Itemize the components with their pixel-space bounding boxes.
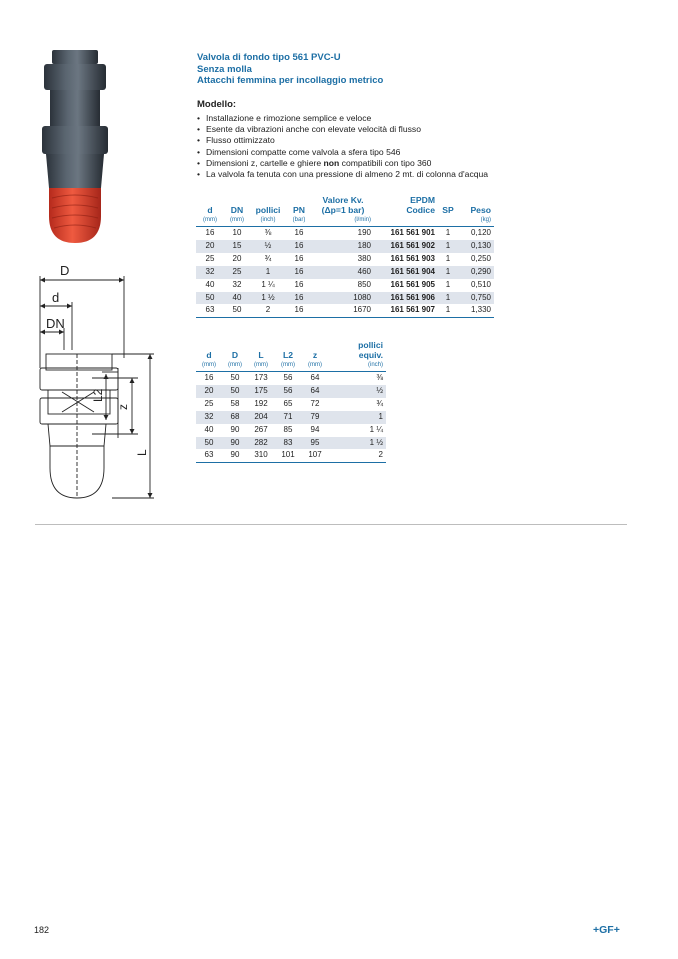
feature-item: • Flusso ottimizzato bbox=[197, 135, 488, 146]
code-table-body bbox=[196, 227, 494, 318]
table-cell: 20 bbox=[196, 385, 222, 398]
col-codice: EPDM Codice bbox=[406, 195, 435, 215]
table-cell: 380 bbox=[357, 253, 371, 263]
table-cell: ¾ bbox=[376, 398, 383, 408]
table-cell: 63 bbox=[205, 305, 215, 315]
table-cell: 63 bbox=[204, 450, 214, 460]
table-cell: ⅜ bbox=[264, 228, 272, 237]
table-cell: 71 bbox=[274, 411, 302, 424]
valve-dimension-drawing bbox=[32, 258, 158, 504]
table-row bbox=[196, 411, 386, 424]
feature-item: • Esente da vibrazioni anche con elevate velocità di flusso bbox=[197, 124, 488, 135]
table-row bbox=[196, 449, 386, 462]
table-cell: 16 bbox=[286, 266, 312, 279]
table-cell: 2 bbox=[378, 450, 383, 460]
product-title-block bbox=[197, 52, 383, 87]
section-divider bbox=[35, 524, 627, 525]
table-cell: 25 bbox=[205, 253, 215, 263]
table-cell: 282 bbox=[248, 437, 274, 450]
table-cell: 40 bbox=[205, 279, 215, 289]
feature-item: • Dimensioni compatte come valvola a sfera tipo 546 bbox=[197, 147, 488, 158]
label-d: d bbox=[52, 290, 60, 305]
feature-item: • Installazione e rimozione semplice e veloce bbox=[197, 113, 488, 124]
table-cell: 50 bbox=[196, 437, 222, 450]
col-pollici: pollici bbox=[255, 205, 281, 215]
table-cell: 85 bbox=[283, 424, 293, 434]
table-row bbox=[196, 398, 386, 411]
table-cell: 95 bbox=[302, 437, 328, 450]
table-row bbox=[196, 227, 494, 240]
table-cell: 32 bbox=[232, 279, 242, 289]
table-cell: 1 bbox=[250, 266, 286, 279]
table-cell: 1 bbox=[445, 305, 451, 315]
valve-product-photo bbox=[30, 46, 130, 246]
table-cell: 25 bbox=[224, 266, 250, 279]
table-cell: 50 bbox=[232, 305, 242, 315]
table-cell: 83 bbox=[274, 437, 302, 450]
table-cell: 161 561 904 bbox=[374, 266, 438, 279]
table-cell: 1 bbox=[438, 266, 458, 279]
table-cell: 15 bbox=[224, 240, 250, 253]
table-cell: 0,130 bbox=[458, 240, 494, 253]
model-heading: Modello: bbox=[197, 99, 237, 110]
dimension-table-body bbox=[196, 372, 386, 463]
table-cell: 32 bbox=[196, 266, 224, 279]
table-cell: 16 bbox=[294, 279, 304, 289]
label-L2: L2 bbox=[91, 388, 105, 402]
col-d: d bbox=[206, 350, 212, 360]
table-cell: 1 bbox=[445, 279, 451, 289]
table-row bbox=[196, 385, 386, 398]
table-cell: ¾ bbox=[264, 253, 272, 263]
feature-item: • Dimensioni z, cartelle e ghiere non compatibili con tipo 360 bbox=[197, 158, 488, 169]
table-cell: 1 ¼ bbox=[261, 279, 275, 289]
table-cell: 20 bbox=[196, 240, 224, 253]
table-cell: 64 bbox=[302, 385, 328, 398]
dimension-table: d D L L2 z pollici equiv. (mm) (mm) (mm) (mm) (mm) (inch) 16 50 173 56 64 ⅜ 20 50 175 56 64 ½ 25 58 192 65 72 ¾ 32 68 204 71 79 1 40 90 267 85 94 1 ¼ 50 90 282 83 95 1 ½ 63 90 310 101 107 2 bbox=[196, 340, 386, 463]
table-cell: 65 bbox=[283, 398, 293, 408]
table-cell: 56 bbox=[283, 373, 293, 382]
table-cell: 173 bbox=[254, 373, 268, 382]
col-L: L bbox=[258, 350, 264, 360]
table-cell: 16 bbox=[205, 228, 215, 237]
table-cell: ½ bbox=[328, 385, 386, 398]
table-cell: 0,290 bbox=[458, 266, 494, 279]
table-cell: 161 561 901 bbox=[390, 228, 435, 237]
table-cell: 1 ¼ bbox=[369, 424, 383, 434]
table-cell: 90 bbox=[230, 424, 240, 434]
table-cell: 58 bbox=[230, 398, 240, 408]
table-cell: 90 bbox=[222, 437, 248, 450]
table-cell: 190 bbox=[357, 228, 371, 237]
product-title: Valvola di fondo tipo 561 PVC-U bbox=[197, 52, 341, 63]
table-cell: 16 bbox=[294, 253, 304, 263]
product-subtitle: Senza molla bbox=[197, 63, 252, 75]
table-cell: 192 bbox=[254, 398, 268, 408]
table-cell: 161 561 903 bbox=[390, 253, 435, 263]
table-cell: 16 bbox=[286, 240, 312, 253]
table-cell: 64 bbox=[310, 373, 320, 382]
label-DN: DN bbox=[46, 316, 65, 331]
table-row bbox=[196, 292, 494, 305]
page-number: 182 bbox=[34, 925, 50, 935]
table-cell: 1,330 bbox=[470, 305, 491, 315]
table-cell: 2 bbox=[265, 305, 271, 315]
table-cell: 10 bbox=[232, 228, 242, 237]
table-cell: 20 bbox=[232, 253, 242, 263]
table-cell: 72 bbox=[310, 398, 320, 408]
col-kv: Valore Kv. (Δp=1 bar) bbox=[321, 195, 365, 215]
col-pn: PN bbox=[293, 205, 305, 215]
table-row bbox=[196, 372, 386, 385]
table-row bbox=[196, 304, 494, 317]
table-cell: 1 bbox=[438, 292, 458, 305]
table-cell: 50 bbox=[196, 292, 224, 305]
table-cell: 1 bbox=[445, 253, 451, 263]
table-row bbox=[196, 253, 494, 266]
col-peso: Peso bbox=[470, 205, 491, 215]
table-cell: 16 bbox=[204, 373, 214, 382]
table-cell: 94 bbox=[310, 424, 320, 434]
brand-logo: +GF+ bbox=[593, 924, 620, 936]
col-L2: L2 bbox=[282, 350, 294, 360]
table-cell: 1 ½ bbox=[328, 437, 386, 450]
table-cell: ⅜ bbox=[376, 373, 383, 382]
table-cell: 40 bbox=[204, 424, 214, 434]
table-cell: 1 bbox=[328, 411, 386, 424]
table-cell: 161 561 907 bbox=[390, 305, 435, 315]
table-row bbox=[196, 266, 494, 279]
table-cell: 1 ½ bbox=[250, 292, 286, 305]
table-cell: 161 561 902 bbox=[374, 240, 438, 253]
table-cell: 79 bbox=[302, 411, 328, 424]
table-cell: ½ bbox=[250, 240, 286, 253]
table-cell: 0,250 bbox=[470, 253, 491, 263]
label-L: L bbox=[135, 449, 149, 456]
table-cell: 175 bbox=[248, 385, 274, 398]
table-row bbox=[196, 240, 494, 253]
table-cell: 0,120 bbox=[470, 228, 491, 237]
col-d: d bbox=[207, 205, 213, 215]
table-cell: 1 bbox=[438, 240, 458, 253]
table-cell: 25 bbox=[204, 398, 214, 408]
table-cell: 267 bbox=[254, 424, 268, 434]
table-cell: 1670 bbox=[353, 305, 371, 315]
col-z: z bbox=[312, 350, 318, 360]
table-cell: 0,750 bbox=[458, 292, 494, 305]
feature-list bbox=[197, 113, 488, 180]
table-cell: 310 bbox=[254, 450, 268, 460]
table-cell: 460 bbox=[312, 266, 374, 279]
table-cell: 850 bbox=[357, 279, 371, 289]
table-cell: 161 561 905 bbox=[390, 279, 435, 289]
table-cell: 101 bbox=[281, 450, 295, 460]
label-z: z bbox=[116, 404, 130, 410]
label-D: D bbox=[60, 263, 70, 278]
table-cell: 16 bbox=[294, 305, 304, 315]
table-cell: 32 bbox=[196, 411, 222, 424]
table-row bbox=[196, 424, 386, 437]
table-cell: 50 bbox=[230, 373, 240, 382]
table-cell: 16 bbox=[286, 292, 312, 305]
col-D: D bbox=[231, 350, 239, 360]
table-cell: 1080 bbox=[312, 292, 374, 305]
table-cell: 90 bbox=[230, 450, 240, 460]
feature-item: • La valvola fa tenuta con una pressione di almeno 2 mt. di colonna d'acqua bbox=[197, 169, 488, 180]
table-cell: 180 bbox=[312, 240, 374, 253]
table-cell: 50 bbox=[222, 385, 248, 398]
col-dn: DN bbox=[230, 205, 244, 215]
code-table: d DN pollici PN Valore Kv. (Δp=1 bar) EPDM Codice SP Peso (mm) (mm) (inch) (bar) (l/min) (kg) 16 10 ⅜ 16 190 161 561 901 1 0,120 20 15 ½ 16 180 161 561 902 1 0,130 25 20 ¾ 16 380 161 561 903 1 0,250 32 25 1 16 460 161 561 904 1 0,290 40 32 1 ¼ 16 850 161 561 905 1 0,510 50 40 1 ½ 16 1080 161 561 906 1 0,750 63 50 2 16 1670 161 561 907 1 1,330 bbox=[196, 195, 494, 318]
table-cell: 68 bbox=[222, 411, 248, 424]
col-pollici-equiv: pollici equiv. bbox=[358, 340, 383, 360]
table-cell: 0,510 bbox=[470, 279, 491, 289]
table-row bbox=[196, 437, 386, 450]
table-cell: 107 bbox=[308, 450, 322, 460]
table-cell: 40 bbox=[224, 292, 250, 305]
table-cell: 204 bbox=[248, 411, 274, 424]
table-cell: 1 bbox=[445, 228, 451, 237]
product-connection: Attacchi femmina per incollaggio metrico bbox=[197, 75, 384, 86]
table-cell: 16 bbox=[294, 228, 304, 237]
col-sp: SP bbox=[442, 205, 454, 215]
table-cell: 56 bbox=[274, 385, 302, 398]
table-row bbox=[196, 279, 494, 292]
table-cell: 161 561 906 bbox=[374, 292, 438, 305]
